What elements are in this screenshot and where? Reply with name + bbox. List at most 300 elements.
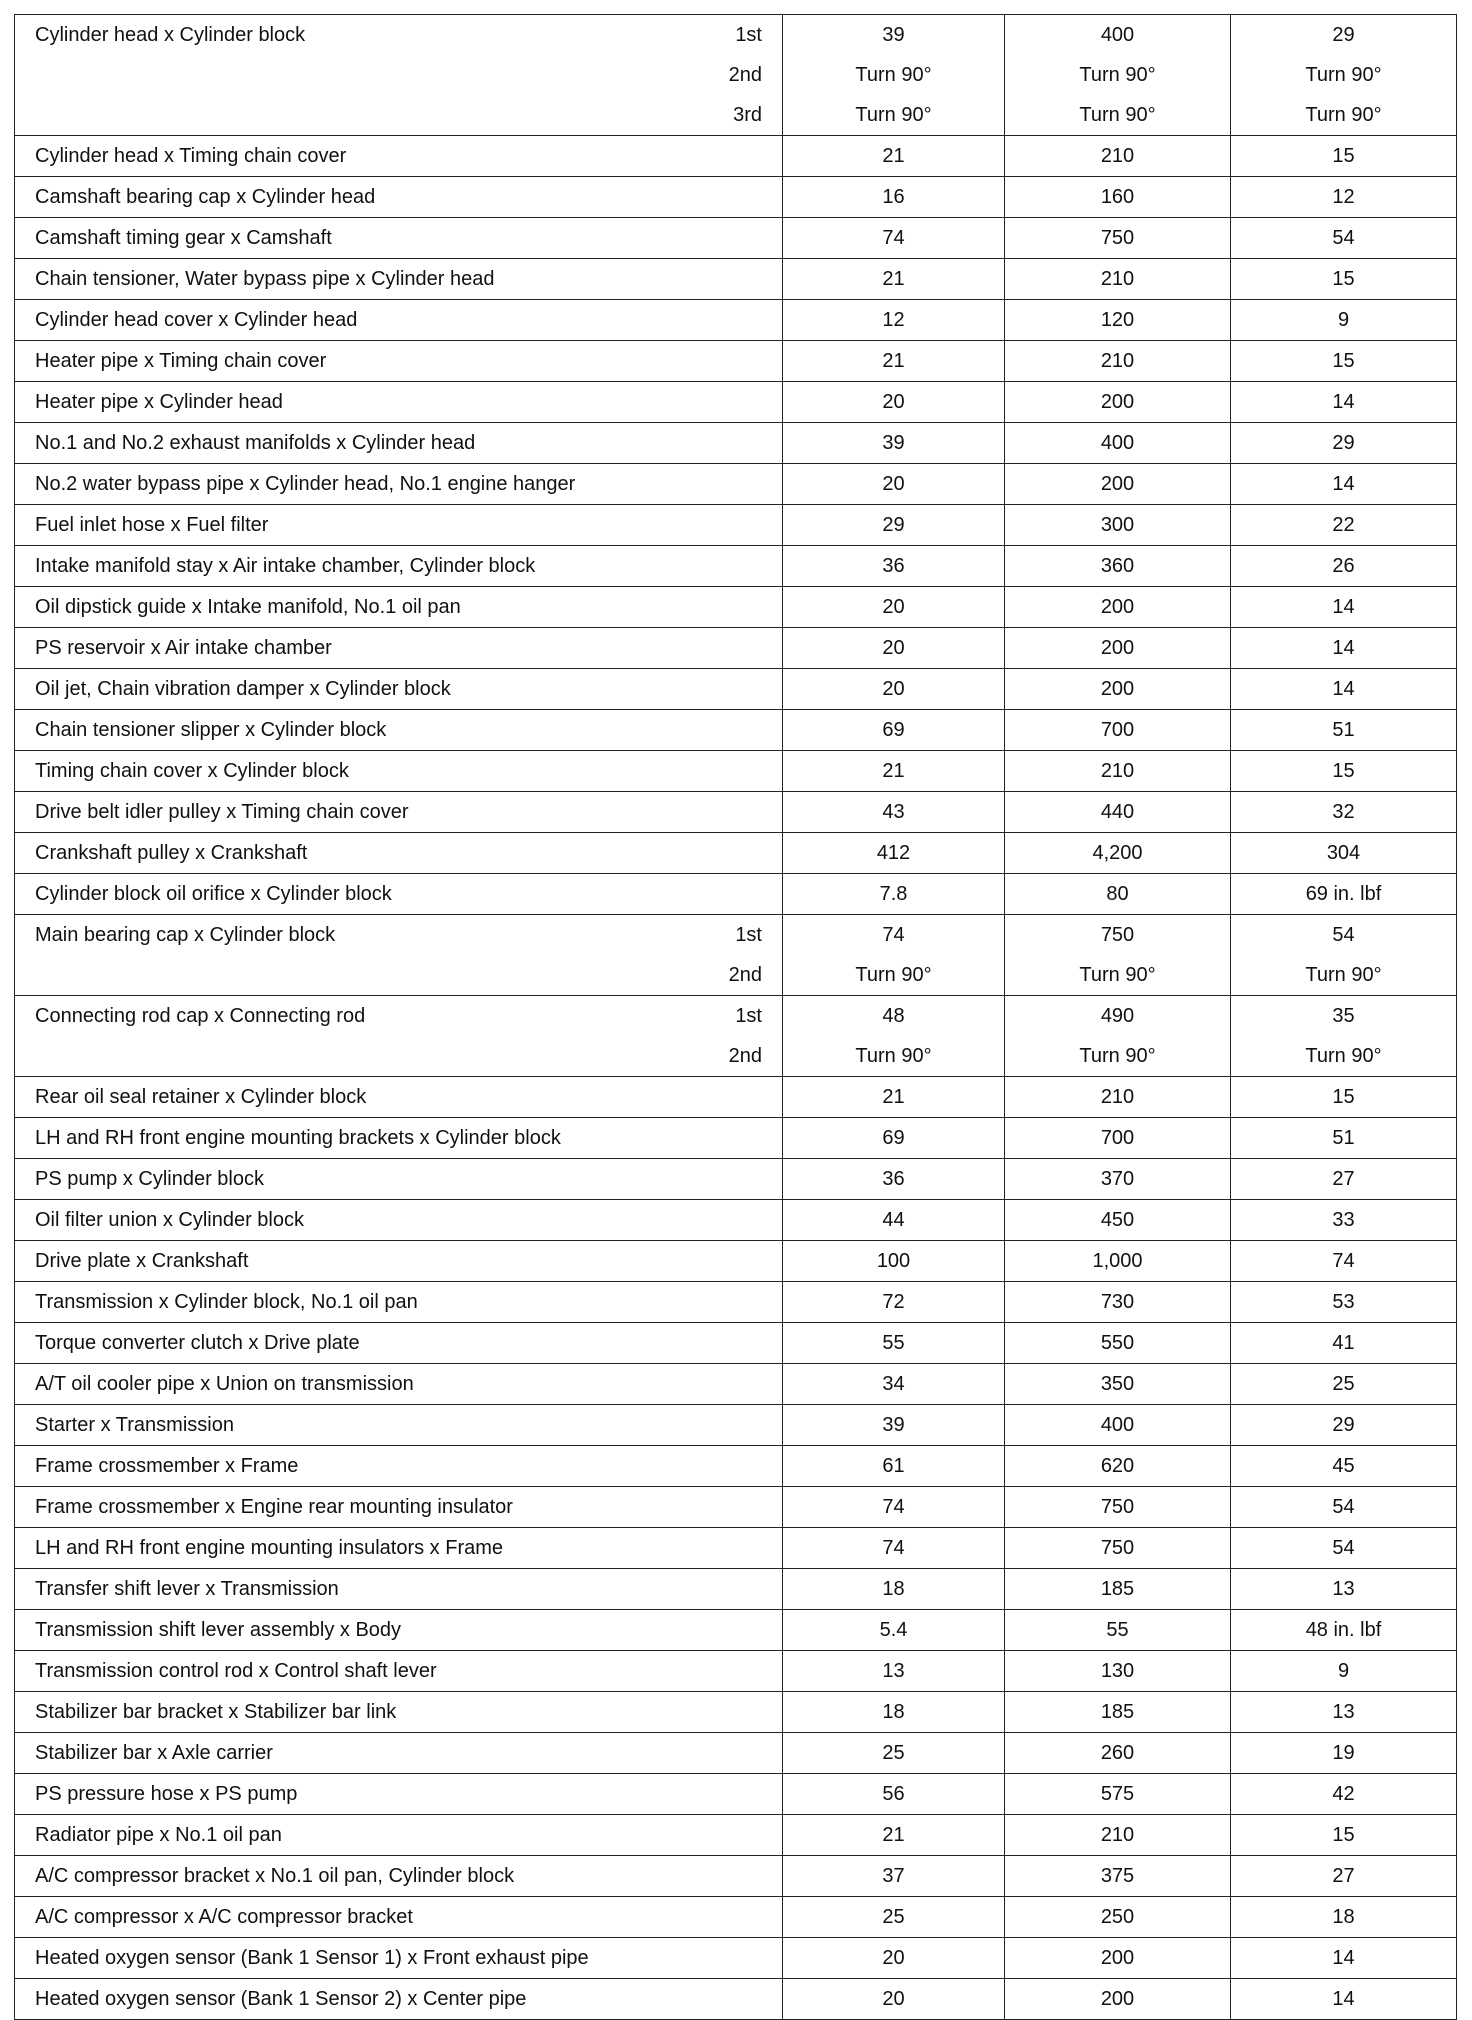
torque-kgf-cm-cell bbox=[1005, 1815, 1231, 1856]
torque-kgf-cm-cell bbox=[1005, 1733, 1231, 1774]
torque-value: 34 bbox=[882, 1372, 905, 1395]
torque-value: 700 bbox=[1100, 718, 1135, 741]
torque-kgf-cm-cell bbox=[1005, 1979, 1231, 2020]
torque-value: Turn 90° bbox=[1079, 103, 1156, 126]
torque-value: 12 bbox=[1332, 185, 1355, 208]
torque-ft-lbf-cell bbox=[1231, 587, 1457, 628]
part-name: No.1 and No.2 exhaust manifolds x Cylinder head bbox=[35, 431, 476, 454]
torque-value: 185 bbox=[1100, 1700, 1135, 1723]
torque-value: 200 bbox=[1100, 472, 1135, 495]
torque-nm-cell bbox=[783, 1200, 1005, 1241]
torque-nm-cell bbox=[783, 218, 1005, 259]
torque-value: 21 bbox=[882, 1085, 905, 1108]
torque-value: 69 bbox=[882, 718, 905, 741]
part-description-cell bbox=[15, 1446, 783, 1487]
torque-value: 490 bbox=[1100, 1004, 1135, 1027]
torque-value: 41 bbox=[1332, 1331, 1355, 1354]
part-description-cell bbox=[15, 1774, 783, 1815]
torque-value: 39 bbox=[882, 431, 905, 454]
torque-value: 250 bbox=[1100, 1905, 1135, 1928]
torque-kgf-cm-cell bbox=[1005, 1692, 1231, 1733]
torque-value: 36 bbox=[882, 1167, 905, 1190]
torque-value: 12 bbox=[882, 308, 905, 331]
torque-value: 750 bbox=[1100, 226, 1135, 249]
part-description-cell bbox=[15, 1528, 783, 1569]
torque-nm-cell bbox=[783, 996, 1005, 1077]
torque-kgf-cm-cell bbox=[1005, 996, 1231, 1077]
torque-value: 18 bbox=[882, 1700, 905, 1723]
part-name: Oil jet, Chain vibration damper x Cylinder block bbox=[35, 677, 451, 700]
torque-value: 15 bbox=[1332, 1823, 1355, 1846]
torque-ft-lbf-cell bbox=[1231, 382, 1457, 423]
torque-ft-lbf-cell bbox=[1231, 710, 1457, 751]
torque-value: 412 bbox=[876, 841, 911, 864]
torque-kgf-cm-cell bbox=[1005, 628, 1231, 669]
part-line bbox=[15, 55, 782, 95]
torque-value: 54 bbox=[1332, 226, 1355, 249]
torque-ft-lbf-cell bbox=[1231, 1856, 1457, 1897]
part-name: A/T oil cooler pipe x Union on transmission bbox=[35, 1372, 414, 1395]
part-name: Heated oxygen sensor (Bank 1 Sensor 1) x Front exhaust pipe bbox=[35, 1946, 589, 1969]
part-name: Intake manifold stay x Air intake chamber, Cylinder block bbox=[35, 554, 536, 577]
torque-ft-lbf-cell bbox=[1231, 1692, 1457, 1733]
table-row bbox=[15, 628, 1457, 669]
part-name: PS pump x Cylinder block bbox=[35, 1167, 264, 1190]
part-description-cell bbox=[15, 833, 783, 874]
torque-nm-cell bbox=[783, 1897, 1005, 1938]
torque-value: 26 bbox=[1332, 554, 1355, 577]
torque-nm-cell bbox=[783, 505, 1005, 546]
torque-value: 80 bbox=[1106, 882, 1129, 905]
torque-value: 69 in. lbf bbox=[1305, 882, 1382, 905]
part-name: LH and RH front engine mounting insulators x Frame bbox=[35, 1536, 504, 1559]
part-line bbox=[15, 1651, 782, 1691]
table-row bbox=[15, 177, 1457, 218]
part-line bbox=[15, 259, 782, 299]
table-row bbox=[15, 505, 1457, 546]
torque-value: 19 bbox=[1332, 1741, 1355, 1764]
torque-value: 210 bbox=[1100, 759, 1135, 782]
part-line bbox=[15, 505, 782, 545]
part-name: Cylinder head x Cylinder block bbox=[35, 23, 306, 46]
part-name: Camshaft timing gear x Camshaft bbox=[35, 226, 332, 249]
torque-value: 43 bbox=[882, 800, 905, 823]
table-row bbox=[15, 1610, 1457, 1651]
torque-value: 375 bbox=[1100, 1864, 1135, 1887]
torque-nm-cell bbox=[783, 1569, 1005, 1610]
torque-nm-cell bbox=[783, 874, 1005, 915]
part-name: A/C compressor x A/C compressor bracket bbox=[35, 1905, 413, 1928]
table-row bbox=[15, 218, 1457, 259]
part-name: Oil dipstick guide x Intake manifold, No.1 oil pan bbox=[35, 595, 461, 618]
torque-value: 74 bbox=[882, 1495, 905, 1518]
torque-value: 300 bbox=[1100, 513, 1135, 536]
part-line bbox=[15, 1118, 782, 1158]
torque-value: 360 bbox=[1100, 554, 1135, 577]
part-line bbox=[15, 1364, 782, 1404]
torque-kgf-cm-cell bbox=[1005, 1938, 1231, 1979]
torque-nm-cell bbox=[783, 464, 1005, 505]
torque-kgf-cm-cell bbox=[1005, 669, 1231, 710]
torque-kgf-cm-cell bbox=[1005, 792, 1231, 833]
table-row bbox=[15, 996, 1457, 1077]
torque-ft-lbf-cell bbox=[1231, 546, 1457, 587]
tightening-step: 3rd bbox=[733, 103, 762, 126]
torque-value: 51 bbox=[1332, 718, 1355, 741]
table-row bbox=[15, 1323, 1457, 1364]
part-description-cell bbox=[15, 915, 783, 996]
torque-nm-cell bbox=[783, 1364, 1005, 1405]
part-description-cell bbox=[15, 628, 783, 669]
part-description-cell bbox=[15, 1815, 783, 1856]
torque-kgf-cm-cell bbox=[1005, 1569, 1231, 1610]
torque-value: 61 bbox=[882, 1454, 905, 1477]
part-line bbox=[15, 1282, 782, 1322]
part-line bbox=[15, 177, 782, 217]
part-name: Chain tensioner slipper x Cylinder block bbox=[35, 718, 387, 741]
torque-kgf-cm-cell bbox=[1005, 218, 1231, 259]
torque-value: Turn 90° bbox=[1079, 1044, 1156, 1067]
torque-value: 14 bbox=[1332, 1987, 1355, 2010]
part-description-cell bbox=[15, 505, 783, 546]
torque-value: 20 bbox=[882, 1987, 905, 2010]
part-line bbox=[15, 382, 782, 422]
torque-value: 22 bbox=[1332, 513, 1355, 536]
torque-value: 20 bbox=[882, 390, 905, 413]
torque-value: 15 bbox=[1332, 1085, 1355, 1108]
torque-value: 450 bbox=[1100, 1208, 1135, 1231]
part-name: Transfer shift lever x Transmission bbox=[35, 1577, 339, 1600]
part-line bbox=[15, 1979, 782, 2019]
part-description-cell bbox=[15, 669, 783, 710]
part-description-cell bbox=[15, 587, 783, 628]
part-line bbox=[15, 1733, 782, 1773]
part-description-cell bbox=[15, 1364, 783, 1405]
torque-value: 185 bbox=[1100, 1577, 1135, 1600]
torque-nm-cell bbox=[783, 1282, 1005, 1323]
part-line bbox=[15, 1692, 782, 1732]
table-row bbox=[15, 587, 1457, 628]
part-description-cell bbox=[15, 1897, 783, 1938]
torque-kgf-cm-cell bbox=[1005, 546, 1231, 587]
torque-value: Turn 90° bbox=[1305, 1044, 1382, 1067]
torque-nm-cell bbox=[783, 1651, 1005, 1692]
torque-value: 210 bbox=[1100, 349, 1135, 372]
table-row bbox=[15, 382, 1457, 423]
torque-ft-lbf-cell bbox=[1231, 1118, 1457, 1159]
part-name: Cylinder head cover x Cylinder head bbox=[35, 308, 358, 331]
part-line bbox=[15, 300, 782, 340]
torque-value: 74 bbox=[1332, 1249, 1355, 1272]
tightening-step: 2nd bbox=[728, 963, 762, 986]
torque-kgf-cm-cell bbox=[1005, 464, 1231, 505]
part-line bbox=[15, 874, 782, 914]
part-name: Heater pipe x Timing chain cover bbox=[35, 349, 327, 372]
part-name: Transmission shift lever assembly x Body bbox=[35, 1618, 402, 1641]
torque-nm-cell bbox=[783, 1692, 1005, 1733]
part-line bbox=[15, 1938, 782, 1978]
part-line bbox=[15, 915, 782, 955]
part-description-cell bbox=[15, 1323, 783, 1364]
torque-kgf-cm-cell bbox=[1005, 136, 1231, 177]
torque-value: 74 bbox=[882, 1536, 905, 1559]
torque-kgf-cm-cell bbox=[1005, 833, 1231, 874]
torque-value: 44 bbox=[882, 1208, 905, 1231]
torque-kgf-cm-cell bbox=[1005, 1528, 1231, 1569]
torque-value: 15 bbox=[1332, 267, 1355, 290]
part-line bbox=[15, 1323, 782, 1363]
part-line bbox=[15, 1487, 782, 1527]
part-name: Transmission x Cylinder block, No.1 oil pan bbox=[35, 1290, 418, 1313]
torque-value: 1,000 bbox=[1092, 1249, 1143, 1272]
part-description-cell bbox=[15, 1077, 783, 1118]
torque-ft-lbf-cell bbox=[1231, 833, 1457, 874]
torque-value: 160 bbox=[1100, 185, 1135, 208]
torque-specification-table bbox=[14, 14, 1457, 2020]
tightening-step: 1st bbox=[735, 923, 762, 946]
torque-nm-cell bbox=[783, 628, 1005, 669]
torque-value: 750 bbox=[1100, 1495, 1135, 1518]
torque-ft-lbf-cell bbox=[1231, 423, 1457, 464]
table-row bbox=[15, 1118, 1457, 1159]
torque-value: 200 bbox=[1100, 595, 1135, 618]
torque-value: 260 bbox=[1100, 1741, 1135, 1764]
torque-value: 25 bbox=[1332, 1372, 1355, 1395]
torque-ft-lbf-cell bbox=[1231, 218, 1457, 259]
torque-nm-cell bbox=[783, 259, 1005, 300]
torque-value: 21 bbox=[882, 759, 905, 782]
torque-value: 9 bbox=[1337, 308, 1350, 331]
torque-value: 700 bbox=[1100, 1126, 1135, 1149]
torque-value: 14 bbox=[1332, 1946, 1355, 1969]
torque-ft-lbf-cell bbox=[1231, 1528, 1457, 1569]
torque-nm-cell bbox=[783, 1118, 1005, 1159]
torque-nm-cell bbox=[783, 1446, 1005, 1487]
part-description-cell bbox=[15, 423, 783, 464]
torque-value: 54 bbox=[1332, 1495, 1355, 1518]
torque-kgf-cm-cell bbox=[1005, 587, 1231, 628]
torque-ft-lbf-cell bbox=[1231, 259, 1457, 300]
part-name: Crankshaft pulley x Crankshaft bbox=[35, 841, 308, 864]
torque-value: 13 bbox=[1332, 1577, 1355, 1600]
part-name: Connecting rod cap x Connecting rod bbox=[35, 1004, 366, 1027]
torque-kgf-cm-cell bbox=[1005, 341, 1231, 382]
torque-value: 21 bbox=[882, 144, 905, 167]
part-name: Stabilizer bar bracket x Stabilizer bar link bbox=[35, 1700, 397, 1723]
part-name: Drive belt idler pulley x Timing chain cover bbox=[35, 800, 409, 823]
part-name: Starter x Transmission bbox=[35, 1413, 234, 1436]
torque-value: Turn 90° bbox=[855, 1044, 932, 1067]
part-name: No.2 water bypass pipe x Cylinder head, No.1 engine hanger bbox=[35, 472, 576, 495]
part-description-cell bbox=[15, 1282, 783, 1323]
table-row bbox=[15, 1364, 1457, 1405]
table-row bbox=[15, 751, 1457, 792]
part-line bbox=[15, 218, 782, 258]
torque-value: 39 bbox=[882, 1413, 905, 1436]
torque-value: Turn 90° bbox=[855, 963, 932, 986]
part-description-cell bbox=[15, 792, 783, 833]
torque-nm-cell bbox=[783, 1487, 1005, 1528]
torque-value: Turn 90° bbox=[1079, 63, 1156, 86]
torque-nm-cell bbox=[783, 177, 1005, 218]
part-name: Main bearing cap x Cylinder block bbox=[35, 923, 336, 946]
part-name: Rear oil seal retainer x Cylinder block bbox=[35, 1085, 367, 1108]
torque-value: 400 bbox=[1100, 23, 1135, 46]
torque-nm-cell bbox=[783, 1528, 1005, 1569]
torque-value: 20 bbox=[882, 677, 905, 700]
torque-ft-lbf-cell bbox=[1231, 341, 1457, 382]
torque-value: 7.8 bbox=[879, 882, 908, 905]
torque-ft-lbf-cell bbox=[1231, 1364, 1457, 1405]
torque-value: 200 bbox=[1100, 636, 1135, 659]
part-line bbox=[15, 996, 782, 1036]
torque-value: Turn 90° bbox=[855, 103, 932, 126]
torque-ft-lbf-cell bbox=[1231, 136, 1457, 177]
part-line bbox=[15, 792, 782, 832]
torque-kgf-cm-cell bbox=[1005, 1610, 1231, 1651]
torque-kgf-cm-cell bbox=[1005, 382, 1231, 423]
part-line bbox=[15, 1528, 782, 1568]
torque-kgf-cm-cell bbox=[1005, 1323, 1231, 1364]
torque-value: 48 bbox=[882, 1004, 905, 1027]
torque-ft-lbf-cell bbox=[1231, 505, 1457, 546]
torque-value: 120 bbox=[1100, 308, 1135, 331]
torque-kgf-cm-cell bbox=[1005, 751, 1231, 792]
torque-kgf-cm-cell bbox=[1005, 1200, 1231, 1241]
part-description-cell bbox=[15, 1938, 783, 1979]
part-description-cell bbox=[15, 996, 783, 1077]
torque-ft-lbf-cell bbox=[1231, 177, 1457, 218]
torque-value: 15 bbox=[1332, 759, 1355, 782]
table-row bbox=[15, 464, 1457, 505]
torque-kgf-cm-cell bbox=[1005, 177, 1231, 218]
torque-value: 200 bbox=[1100, 1987, 1135, 2010]
part-line bbox=[15, 751, 782, 791]
torque-value: 18 bbox=[882, 1577, 905, 1600]
part-description-cell bbox=[15, 341, 783, 382]
torque-ft-lbf-cell bbox=[1231, 1610, 1457, 1651]
torque-value: 33 bbox=[1332, 1208, 1355, 1231]
torque-kgf-cm-cell bbox=[1005, 300, 1231, 341]
part-line bbox=[15, 423, 782, 463]
part-name: Chain tensioner, Water bypass pipe x Cylinder head bbox=[35, 267, 495, 290]
torque-nm-cell bbox=[783, 1774, 1005, 1815]
torque-value: 35 bbox=[1332, 1004, 1355, 1027]
part-name: Frame crossmember x Engine rear mounting insulator bbox=[35, 1495, 513, 1518]
torque-nm-cell bbox=[783, 751, 1005, 792]
table-row bbox=[15, 1651, 1457, 1692]
tightening-step: 2nd bbox=[728, 63, 762, 86]
part-name: Drive plate x Crankshaft bbox=[35, 1249, 249, 1272]
part-line bbox=[15, 95, 782, 135]
torque-kgf-cm-cell bbox=[1005, 915, 1231, 996]
part-description-cell bbox=[15, 15, 783, 136]
torque-kgf-cm-cell bbox=[1005, 1118, 1231, 1159]
torque-value: 20 bbox=[882, 1946, 905, 1969]
part-line bbox=[15, 341, 782, 381]
part-description-cell bbox=[15, 1118, 783, 1159]
torque-ft-lbf-cell bbox=[1231, 1651, 1457, 1692]
torque-value: 21 bbox=[882, 267, 905, 290]
torque-kgf-cm-cell bbox=[1005, 1446, 1231, 1487]
part-line bbox=[15, 1405, 782, 1445]
part-description-cell bbox=[15, 1159, 783, 1200]
torque-value: 400 bbox=[1100, 431, 1135, 454]
part-description-cell bbox=[15, 259, 783, 300]
part-line bbox=[15, 955, 782, 995]
torque-value: 15 bbox=[1332, 349, 1355, 372]
torque-value: 200 bbox=[1100, 390, 1135, 413]
torque-nm-cell bbox=[783, 1323, 1005, 1364]
part-name: Transmission control rod x Control shaft lever bbox=[35, 1659, 437, 1682]
part-name: Camshaft bearing cap x Cylinder head bbox=[35, 185, 376, 208]
part-description-cell bbox=[15, 464, 783, 505]
torque-kgf-cm-cell bbox=[1005, 1364, 1231, 1405]
part-description-cell bbox=[15, 218, 783, 259]
torque-ft-lbf-cell bbox=[1231, 792, 1457, 833]
part-name: Timing chain cover x Cylinder block bbox=[35, 759, 349, 782]
part-description-cell bbox=[15, 1692, 783, 1733]
part-description-cell bbox=[15, 1651, 783, 1692]
torque-kgf-cm-cell bbox=[1005, 1487, 1231, 1528]
part-line bbox=[15, 1200, 782, 1240]
part-name: Cylinder block oil orifice x Cylinder block bbox=[35, 882, 392, 905]
part-line bbox=[15, 1897, 782, 1937]
torque-ft-lbf-cell bbox=[1231, 1897, 1457, 1938]
torque-value: 55 bbox=[1106, 1618, 1129, 1641]
torque-nm-cell bbox=[783, 423, 1005, 464]
torque-value: 210 bbox=[1100, 144, 1135, 167]
part-description-cell bbox=[15, 710, 783, 751]
table-row bbox=[15, 423, 1457, 464]
torque-nm-cell bbox=[783, 546, 1005, 587]
part-description-cell bbox=[15, 382, 783, 423]
torque-nm-cell bbox=[783, 1856, 1005, 1897]
torque-kgf-cm-cell bbox=[1005, 15, 1231, 136]
torque-value: Turn 90° bbox=[1079, 963, 1156, 986]
torque-value: 100 bbox=[876, 1249, 911, 1272]
part-name: Cylinder head x Timing chain cover bbox=[35, 144, 347, 167]
table-row bbox=[15, 1692, 1457, 1733]
part-name: Torque converter clutch x Drive plate bbox=[35, 1331, 360, 1354]
torque-nm-cell bbox=[783, 136, 1005, 177]
torque-value: 200 bbox=[1100, 1946, 1135, 1969]
torque-value: 210 bbox=[1100, 267, 1135, 290]
torque-ft-lbf-cell bbox=[1231, 1774, 1457, 1815]
torque-kgf-cm-cell bbox=[1005, 259, 1231, 300]
torque-table-body bbox=[15, 15, 1457, 2020]
torque-value: 48 in. lbf bbox=[1305, 1618, 1382, 1641]
part-name: PS reservoir x Air intake chamber bbox=[35, 636, 332, 659]
torque-value: 200 bbox=[1100, 677, 1135, 700]
torque-nm-cell bbox=[783, 382, 1005, 423]
part-line bbox=[15, 710, 782, 750]
torque-value: 53 bbox=[1332, 1290, 1355, 1313]
table-row bbox=[15, 1733, 1457, 1774]
torque-ft-lbf-cell bbox=[1231, 1938, 1457, 1979]
part-line bbox=[15, 1815, 782, 1855]
torque-value: 14 bbox=[1332, 636, 1355, 659]
part-description-cell bbox=[15, 1856, 783, 1897]
torque-value: 29 bbox=[882, 513, 905, 536]
part-description-cell bbox=[15, 1733, 783, 1774]
torque-ft-lbf-cell bbox=[1231, 15, 1457, 136]
table-row bbox=[15, 1159, 1457, 1200]
torque-value: 21 bbox=[882, 349, 905, 372]
table-row bbox=[15, 1815, 1457, 1856]
table-row bbox=[15, 1446, 1457, 1487]
table-row bbox=[15, 259, 1457, 300]
